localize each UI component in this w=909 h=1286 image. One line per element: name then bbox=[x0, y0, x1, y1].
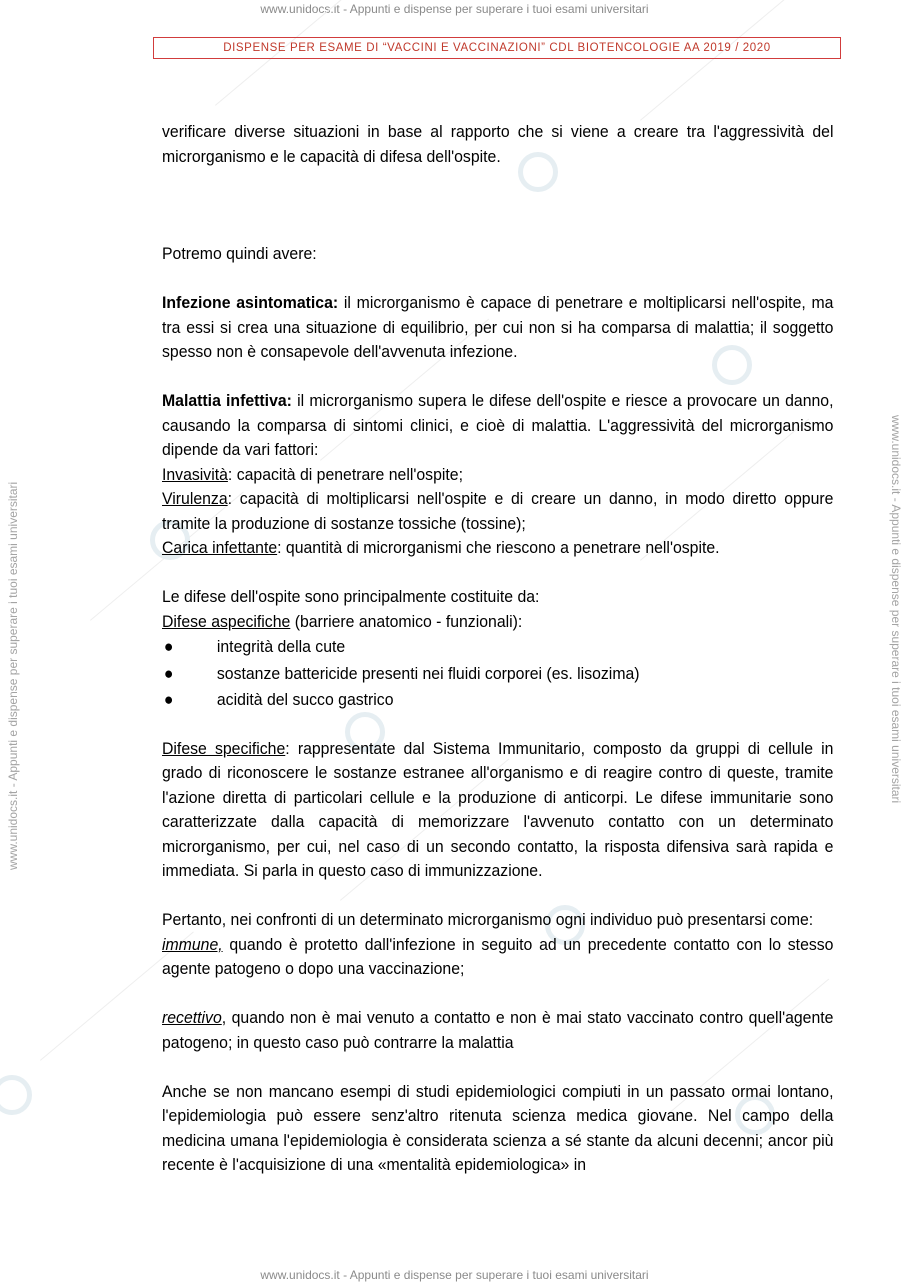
document-header-text: DISPENSE PER ESAME DI “VACCINI E VACCINAZIONI” CDL BIOTENCOLOGIE AA 2019 / 2020 bbox=[223, 42, 771, 54]
term-difese-specifiche: Difese specifiche bbox=[162, 738, 286, 758]
text-invasivita: : capacità di penetrare nell'ospite; bbox=[227, 464, 463, 484]
term-infezione-asintomatica: Infezione asintomatica: bbox=[162, 293, 339, 312]
bullet-list bbox=[162, 634, 833, 714]
paragraph-carica-infettante bbox=[162, 536, 833, 561]
document-body bbox=[162, 120, 833, 1178]
list-item: ● acidità del succo gastrico bbox=[162, 687, 833, 714]
paragraph-infezione-asintomatica bbox=[162, 291, 833, 365]
watermark-logo-icon bbox=[0, 1075, 32, 1115]
bullet-icon: ● bbox=[163, 637, 174, 656]
bullet-icon: ● bbox=[163, 690, 174, 709]
text-malattia-infettiva: il microrganismo supera le difese dell'ospite e riesce a provocare un danno, causando la comparsa di sintomi clinici, e cioè di malattia. L'aggressività del microrganismo dipende da vari fattori: bbox=[162, 391, 834, 459]
paragraph-recettivo bbox=[162, 1006, 833, 1055]
text-difese-aspecifiche: (barriere anatomico - funzionali): bbox=[290, 611, 523, 631]
paragraph-immune bbox=[162, 933, 833, 982]
paragraph-malattia-infettiva bbox=[162, 389, 833, 463]
watermark-top: www.unidocs.it - Appunti e dispense per superare i tuoi esami universitari bbox=[260, 2, 649, 16]
watermark-left: www.unidocs.it - Appunti e dispense per superare i tuoi esami universitari bbox=[6, 481, 20, 870]
watermark-bottom: www.unidocs.it - Appunti e dispense per superare i tuoi esami universitari bbox=[260, 1268, 649, 1282]
text-infezione-asintomatica: il microrganismo è capace di penetrare e moltiplicarsi nell'ospite, ma tra essi si crea una situazione di equilibrio, per cui non si ha comparsa di malattia; il soggetto spesso non è consapevole dell'avvenuta infezione. bbox=[162, 293, 834, 361]
text-difese-specifiche: : rappresentate dal Sistema Immunitario, composto da gruppi di cellule in grado di riconoscere le sostanze estranee all'organismo e di reagire contro di queste, tramite l'azione diretta di particolari cellule e la produzione di anticorpi. Le difese immunitarie sono caratterizzate dalla capacità di memorizzare l'avvenuto contatto con un determinato microrganismo, per cui, nel caso di un secondo contatto, la risposta difensiva sarà rapida e immediata. Si parla in questo caso di immunizzazione. bbox=[162, 738, 834, 880]
watermark-right: www.unidocs.it - Appunti e dispense per superare i tuoi esami universitari bbox=[889, 415, 903, 804]
bullet-icon: ● bbox=[163, 663, 174, 683]
paragraph-potremo: Potremo quindi avere: bbox=[162, 244, 317, 263]
term-recettivo: recettivo bbox=[162, 1008, 222, 1027]
paragraph-invasivita bbox=[162, 463, 833, 488]
paragraph-difese-aspecifiche bbox=[162, 610, 833, 635]
paragraph-difese-specifiche bbox=[162, 737, 833, 884]
text-carica-infettante: : quantità di microrganismi che riescono a penetrare nell'ospite. bbox=[277, 538, 720, 557]
term-invasivita: Invasività bbox=[162, 464, 228, 484]
text-immune: quando è protetto dall'infezione in seguito ad un precedente contatto con lo stesso agente patogeno o dopo una vaccinazione; bbox=[162, 934, 834, 978]
text-virulenza: : capacità di moltiplicarsi nell'ospite e di creare un danno, in modo diretto oppure tramite la produzione di sostanze tossiche (tossine); bbox=[162, 489, 834, 533]
term-carica-infettante: Carica infettante bbox=[162, 538, 278, 557]
paragraph-difese-intro: Le difese dell'ospite sono principalmente costituite da: bbox=[162, 587, 540, 606]
watermark-diagonal-line bbox=[640, 0, 794, 121]
document-header bbox=[153, 37, 841, 59]
list-item: ● sostanze battericide presenti nei fluidi corporei (es. lisozima) bbox=[162, 661, 833, 688]
list-item: ● integrità della cute bbox=[162, 634, 833, 661]
term-difese-aspecifiche: Difese aspecifiche bbox=[162, 611, 291, 631]
paragraph-virulenza bbox=[162, 487, 833, 536]
paragraph-intro: verificare diverse situazioni in base al rapporto che si viene a creare tra l'aggressività del microrganismo e le capacità di difesa dell'ospite. bbox=[162, 122, 834, 166]
paragraph-epidemiologia: Anche se non mancano esempi di studi epidemiologici compiuti in un passato ormai lontano, l'epidemiologia può essere senz'altro ritenuta scienza medica giovane. Nel campo della medicina umana l'epidemiologia è considerata scienza a sé stante da alcuni decenni; ancor più recente è l'acquisizione di una «mentalità epidemiologica» in bbox=[162, 1081, 834, 1174]
text-recettivo: , quando non è mai venuto a contatto e non è mai stato vaccinato contro quell'agente patogeno; in questo caso può contrarre la malattia bbox=[162, 1008, 834, 1052]
term-immune: immune, bbox=[162, 934, 223, 954]
term-virulenza: Virulenza bbox=[162, 489, 228, 508]
term-malattia-infettiva: Malattia infettiva: bbox=[162, 391, 292, 410]
paragraph-pertanto: Pertanto, nei confronti di un determinato microrganismo ogni individuo può presentarsi come: bbox=[162, 910, 814, 929]
